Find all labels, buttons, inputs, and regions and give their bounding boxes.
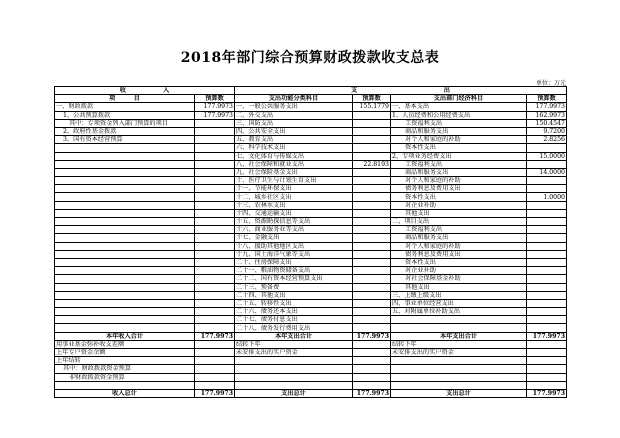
func-item-cell: 十一、节能环保支出 <box>235 185 353 193</box>
econ-value-cell <box>527 308 567 316</box>
income-value-cell <box>195 242 235 250</box>
table-row <box>55 349 567 357</box>
econ-total-label: 本年支出合计 <box>391 332 527 340</box>
func-item-cell <box>235 373 353 381</box>
income-value-cell <box>195 324 235 332</box>
income-item-cell <box>55 258 195 266</box>
econ-item-cell: 结转下年 <box>391 340 527 348</box>
income-item-cell: 其中：专项资金列入部门预算的项目 <box>55 119 195 127</box>
econ-item-cell: 对企业补助 <box>391 201 527 209</box>
func-value-cell <box>353 136 391 144</box>
econ-item-cell: 工资福利支出 <box>391 226 527 234</box>
econ-value-cell <box>527 291 567 299</box>
econ-value-cell <box>527 226 567 234</box>
income-value-cell <box>195 340 235 348</box>
econ-value-cell: 9.7200 <box>527 127 567 135</box>
econ-value-cell <box>527 234 567 242</box>
econ-item-header: 支出部门经济科目 <box>391 95 527 103</box>
income-item-cell <box>55 299 195 307</box>
func-item-cell: 二十八、债务发行费用支出 <box>235 324 353 332</box>
func-total-label: 本年支出合计 <box>235 332 353 340</box>
income-value-cell <box>195 209 235 217</box>
income-item-cell <box>55 177 195 185</box>
func-value-cell <box>353 275 391 283</box>
func-value-cell <box>353 168 391 176</box>
table-row <box>55 373 567 381</box>
table-row <box>55 226 567 234</box>
income-item-cell <box>55 152 195 160</box>
func-item-cell: 八、社会保障和就业支出 <box>235 160 353 168</box>
func-item-cell: 未安排支出的实户资金 <box>235 349 353 357</box>
func-item-cell: 四、公共安全支出 <box>235 127 353 135</box>
table-row <box>55 242 567 250</box>
econ-item-cell: 一、基本支出 <box>391 103 527 111</box>
func-item-cell: 九、社会保险基金支出 <box>235 168 353 176</box>
econ-value-cell <box>527 242 567 250</box>
econ-item-cell: 三、上缴上级支出 <box>391 291 527 299</box>
econ-value-cell <box>527 275 567 283</box>
table-row <box>55 209 567 217</box>
func-item-cell: 二十五、转移性支出 <box>235 299 353 307</box>
func-item-cell: 十六、商业服务业等支出 <box>235 226 353 234</box>
func-item-cell <box>235 357 353 365</box>
table-row <box>55 381 567 389</box>
func-value-cell <box>353 119 391 127</box>
func-value-cell <box>353 258 391 266</box>
income-value-cell <box>195 283 235 291</box>
income-value-cell: 177.9973 <box>195 103 235 111</box>
income-value-cell <box>195 258 235 266</box>
econ-item-cell: 其他支出 <box>391 209 527 217</box>
income-item-cell <box>55 209 195 217</box>
table-row <box>55 316 567 324</box>
table-row <box>55 234 567 242</box>
table-row <box>55 275 567 283</box>
income-value-cell <box>195 152 235 160</box>
income-value-cell <box>195 201 235 209</box>
econ-value-cell: 15.0000 <box>527 152 567 160</box>
func-value-cell <box>353 152 391 160</box>
econ-item-cell: 工资福利支出 <box>391 160 527 168</box>
income-item-cell <box>55 275 195 283</box>
income-value-cell <box>195 193 235 201</box>
income-item-cell <box>55 234 195 242</box>
func-item-cell: 十三、农林水支出 <box>235 201 353 209</box>
table-row <box>55 258 567 266</box>
income-item-cell: 上年结转 <box>55 357 195 365</box>
income-item-cell: 其中：财政拨款资金预算 <box>55 365 195 373</box>
econ-grand-value: 177.9973 <box>527 389 567 397</box>
income-item-cell <box>55 324 195 332</box>
func-grand-label: 支出总计 <box>235 389 353 397</box>
income-value-cell <box>195 136 235 144</box>
econ-item-cell: 其他支出 <box>391 283 527 291</box>
econ-item-cell: 五、对附属单位补助支出 <box>391 308 527 316</box>
func-item-cell <box>235 365 353 373</box>
func-value-cell <box>353 283 391 291</box>
table-row <box>55 103 567 111</box>
income-item-cell: 1、公共预算拨款 <box>55 111 195 119</box>
table-row <box>55 127 567 135</box>
income-value-cell <box>195 308 235 316</box>
econ-value-cell: 177.9973 <box>527 103 567 111</box>
func-value-cell <box>353 381 391 389</box>
func-value-cell <box>353 111 391 119</box>
func-value-cell: 22.8193 <box>353 160 391 168</box>
grand-total-row <box>55 389 567 397</box>
income-item-cell <box>55 316 195 324</box>
income-value-cell <box>195 160 235 168</box>
econ-item-cell: 债务利息及费用支出 <box>391 250 527 258</box>
func-item-cell: 二十、住房保障支出 <box>235 258 353 266</box>
econ-value-cell <box>527 283 567 291</box>
func-value-cell <box>353 209 391 217</box>
income-value-cell <box>195 299 235 307</box>
func-value-cell <box>353 291 391 299</box>
func-item-header: 支出功能分类科目 <box>235 95 353 103</box>
econ-value-cell <box>527 185 567 193</box>
table-row <box>55 299 567 307</box>
table-row <box>55 152 567 160</box>
income-item-cell <box>55 218 195 226</box>
table-row <box>55 340 567 348</box>
func-item-cell: 十二、城乡社区支出 <box>235 193 353 201</box>
table-row <box>55 201 567 209</box>
income-value-cell <box>195 357 235 365</box>
func-item-cell: 十七、金融支出 <box>235 234 353 242</box>
func-item-cell: 二十七、债务付息支出 <box>235 316 353 324</box>
func-value-cell <box>353 267 391 275</box>
econ-item-cell <box>391 365 527 373</box>
table-row <box>55 291 567 299</box>
income-value-cell: 177.9973 <box>195 111 235 119</box>
table-row <box>55 111 567 119</box>
econ-item-cell <box>391 373 527 381</box>
func-value-cell: 155.1779 <box>353 103 391 111</box>
table-row <box>55 218 567 226</box>
econ-value-cell: 14.0000 <box>527 168 567 176</box>
income-item-cell <box>55 308 195 316</box>
econ-item-cell: 对个人和家庭的补助 <box>391 177 527 185</box>
func-value-cell <box>353 201 391 209</box>
income-value-cell <box>195 316 235 324</box>
econ-value-cell: 2.8256 <box>527 136 567 144</box>
table-row <box>55 185 567 193</box>
table-row <box>55 168 567 176</box>
budget-header: 预算数 <box>353 95 391 103</box>
econ-value-cell: 150.4547 <box>527 119 567 127</box>
income-value-cell <box>195 234 235 242</box>
income-item-cell <box>55 193 195 201</box>
func-item-cell: 十八、援助其他地区支出 <box>235 242 353 250</box>
income-item-cell: 用事业基金弥补收支差额 <box>55 340 195 348</box>
income-value-cell <box>195 373 235 381</box>
income-item-cell <box>55 250 195 258</box>
func-item-cell: 三、国防支出 <box>235 119 353 127</box>
func-item-cell: 二十四、其他支出 <box>235 291 353 299</box>
func-item-cell: 二、外交支出 <box>235 111 353 119</box>
econ-value-cell <box>527 177 567 185</box>
func-item-cell: 十、医疗卫生与计划生育支出 <box>235 177 353 185</box>
table-row <box>55 177 567 185</box>
econ-value-cell <box>527 365 567 373</box>
econ-item-cell: 1、人员经费和公用经费支出 <box>391 111 527 119</box>
income-value-cell <box>195 119 235 127</box>
income-value-cell <box>195 381 235 389</box>
econ-value-cell <box>527 267 567 275</box>
econ-value-cell <box>527 209 567 217</box>
econ-item-cell: 工资福利支出 <box>391 119 527 127</box>
econ-item-cell: 资本性支出 <box>391 193 527 201</box>
income-item-cell <box>55 201 195 209</box>
income-value-cell <box>195 349 235 357</box>
func-value-cell <box>353 299 391 307</box>
func-value-cell <box>353 365 391 373</box>
budget-header: 预算数 <box>195 95 235 103</box>
unit-label: 单位：万元 <box>535 80 566 87</box>
table-row <box>55 357 567 365</box>
table-row <box>55 267 567 275</box>
table-row <box>55 136 567 144</box>
econ-value-cell: 1.0000 <box>527 193 567 201</box>
income-value-cell <box>195 218 235 226</box>
econ-item-cell: 资本性支出 <box>391 144 527 152</box>
func-value-cell <box>353 177 391 185</box>
econ-value-cell <box>527 373 567 381</box>
income-value-cell <box>195 168 235 176</box>
econ-value-cell <box>527 218 567 226</box>
econ-value-cell <box>527 160 567 168</box>
income-item-cell <box>55 267 195 275</box>
econ-value-cell <box>527 316 567 324</box>
func-item-cell: 二十三、预备费 <box>235 283 353 291</box>
income-grand-label: 收入总计 <box>55 389 195 397</box>
func-item-cell <box>235 381 353 389</box>
econ-item-cell <box>391 381 527 389</box>
income-value-cell <box>195 267 235 275</box>
econ-item-cell: 商品和服务支出 <box>391 127 527 135</box>
func-item-cell: 十五、资源勘探信息等支出 <box>235 218 353 226</box>
func-value-cell <box>353 242 391 250</box>
income-value-cell <box>195 275 235 283</box>
func-item-cell: 二十一、粮油物资储备支出 <box>235 267 353 275</box>
econ-value-cell <box>527 201 567 209</box>
econ-grand-label: 支出总计 <box>391 389 527 397</box>
func-total-value: 177.9973 <box>353 332 391 340</box>
func-value-cell <box>353 185 391 193</box>
budget-header: 预算数 <box>527 95 567 103</box>
income-value-cell <box>195 291 235 299</box>
table-row <box>55 283 567 291</box>
income-total-value: 177.9973 <box>195 332 235 340</box>
table-row <box>55 250 567 258</box>
table-row <box>55 193 567 201</box>
income-value-cell <box>195 250 235 258</box>
func-value-cell <box>353 250 391 258</box>
econ-item-cell: 对个人和家庭的补助 <box>391 136 527 144</box>
func-value-cell <box>353 373 391 381</box>
table-row <box>55 119 567 127</box>
income-item-cell <box>55 168 195 176</box>
func-value-cell <box>353 316 391 324</box>
income-grand-value: 177.9973 <box>195 389 235 397</box>
econ-item-cell: 二、项目支出 <box>391 218 527 226</box>
table-row <box>55 144 567 152</box>
econ-item-cell: 四、事业单位经营支出 <box>391 299 527 307</box>
table-row <box>55 324 567 332</box>
econ-item-cell: 资本性支出 <box>391 258 527 266</box>
func-item-cell: 二十二、国有资本经营预算支出 <box>235 275 353 283</box>
econ-item-cell: 2、专项业务经费支出 <box>391 152 527 160</box>
func-value-cell <box>353 193 391 201</box>
econ-value-cell <box>527 381 567 389</box>
income-item-cell: 2、政府性基金拨款 <box>55 127 195 135</box>
table-row <box>55 365 567 373</box>
econ-item-cell: 对企业补助 <box>391 267 527 275</box>
func-item-cell: 十四、交通运输支出 <box>235 209 353 217</box>
header-row-1 <box>55 87 567 95</box>
income-item-cell <box>55 144 195 152</box>
func-item-cell: 七、文化体育与传媒支出 <box>235 152 353 160</box>
func-value-cell <box>353 234 391 242</box>
econ-value-cell <box>527 324 567 332</box>
income-item-cell <box>55 381 195 389</box>
income-total-label: 本年收入合计 <box>55 332 195 340</box>
income-item-cell <box>55 242 195 250</box>
income-item-cell: 3、国有资本经营预算 <box>55 136 195 144</box>
income-value-cell <box>195 226 235 234</box>
table-row <box>55 308 567 316</box>
subtotal-row <box>55 332 567 340</box>
budget-table <box>54 86 567 398</box>
document-title: 2018年部门综合预算财政拨款收支总表 <box>180 50 440 66</box>
func-item-cell: 五、教育支出 <box>235 136 353 144</box>
econ-item-cell <box>391 324 527 332</box>
econ-value-cell <box>527 258 567 266</box>
func-item-cell: 十九、国土海洋气象等支出 <box>235 250 353 258</box>
income-value-cell <box>195 144 235 152</box>
func-value-cell <box>353 308 391 316</box>
item-header: 项 目 <box>55 95 195 103</box>
func-grand-value: 177.9973 <box>353 389 391 397</box>
income-value-cell <box>195 177 235 185</box>
econ-value-cell <box>527 340 567 348</box>
func-value-cell <box>353 144 391 152</box>
income-value-cell <box>195 185 235 193</box>
econ-item-cell: 债务利息及费用支出 <box>391 185 527 193</box>
econ-item-cell: 商品和服务支出 <box>391 234 527 242</box>
func-value-cell <box>353 340 391 348</box>
func-item-cell: 二十六、债务还本支出 <box>235 308 353 316</box>
income-item-cell <box>55 185 195 193</box>
econ-value-cell: 162.9973 <box>527 111 567 119</box>
econ-value-cell <box>527 357 567 365</box>
income-item-cell: 上年专户资金余额 <box>55 349 195 357</box>
income-header: 收 入 <box>55 87 235 95</box>
econ-value-cell <box>527 144 567 152</box>
income-item-cell: 非财政拨款资金预算 <box>55 373 195 381</box>
func-value-cell <box>353 324 391 332</box>
econ-value-cell <box>527 349 567 357</box>
expense-header: 支 出 <box>235 87 567 95</box>
header-row-2 <box>55 95 567 103</box>
econ-total-value: 177.9973 <box>527 332 567 340</box>
func-item-cell: 六、科学技术支出 <box>235 144 353 152</box>
econ-item-cell <box>391 357 527 365</box>
econ-value-cell <box>527 250 567 258</box>
income-value-cell <box>195 365 235 373</box>
func-item-cell: 结转下年 <box>235 340 353 348</box>
econ-item-cell <box>391 316 527 324</box>
econ-item-cell: 未安排支出的实户资金 <box>391 349 527 357</box>
func-value-cell <box>353 127 391 135</box>
econ-item-cell: 商品和服务支出 <box>391 168 527 176</box>
func-value-cell <box>353 226 391 234</box>
income-item-cell: 一、财政拨款 <box>55 103 195 111</box>
econ-item-cell: 对个人和家庭的补助 <box>391 242 527 250</box>
income-value-cell <box>195 127 235 135</box>
econ-value-cell <box>527 299 567 307</box>
econ-item-cell: 对社会保障基金补助 <box>391 275 527 283</box>
income-item-cell <box>55 226 195 234</box>
income-item-cell <box>55 283 195 291</box>
table-row <box>55 160 567 168</box>
func-item-cell: 一、一般公共服务支出 <box>235 103 353 111</box>
func-value-cell <box>353 357 391 365</box>
func-value-cell <box>353 218 391 226</box>
func-value-cell <box>353 349 391 357</box>
income-item-cell <box>55 160 195 168</box>
income-item-cell <box>55 291 195 299</box>
